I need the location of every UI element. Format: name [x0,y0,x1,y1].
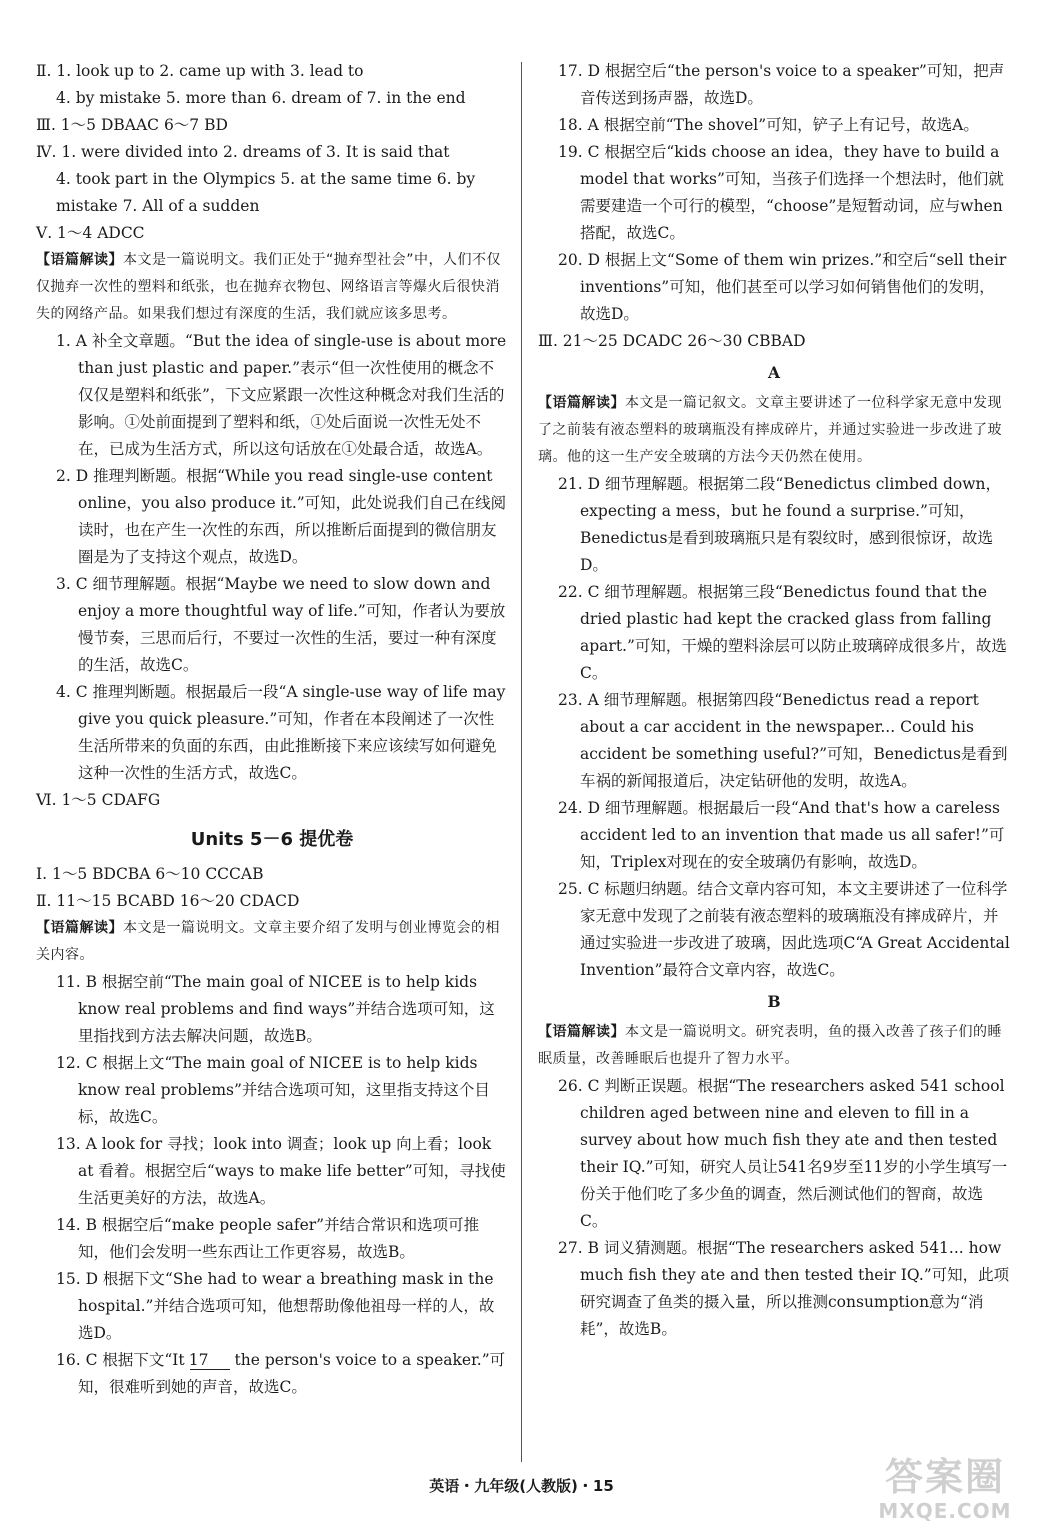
answer-explanation: 13. A look for 寻找；look into 调查；look up 向上看；look at 看着。根据空后“ways to make life better”可知，寻找使生活更美好的方法，故选A。 [56,1135,506,1207]
section-title: Units 5－6 提优卷 [190,829,354,850]
reading-analysis [538,390,1010,471]
section-letter: B [767,992,781,1011]
section-letter: A [767,363,781,382]
fill-blank: 17 [190,1351,230,1370]
answer-line: Ⅳ. 1. were divided into 2. dreams of 3. It is said that [36,143,450,161]
reading-analysis [36,247,508,328]
answer-explanation: 12. C 根据上文“The main goal of NICEE is to help kids know real problems”并结合选项可知，这里指支持这个目标，故选C。 [56,1054,490,1126]
answer-line: 4. took part in the Olympics 5. at the same time 6. by [56,170,476,188]
answer-explanation: 25. C 标题归纳题。结合文章内容可知，本文主要讲述了一位科学家无意中发现了之前装有液态塑料的玻璃瓶没有摔成碎片，并通过实验进一步改进了玻璃，因此选项C“A Great Accidental Invention”最符合文章内容，故选C。 [558,880,1010,979]
answer-line: 4. by mistake 5. more than 6. dream of 7. in the end [56,89,466,107]
reading-analysis [36,915,508,969]
answer-explanation: 27. B 词义猜测题。根据“The researchers asked 541... how much fish they ate and then tested their IQ.”可知，此项研究调查了鱼类的摄入量，所以推测consumption意为“消耗”，故选B。 [558,1239,1010,1338]
reading-analysis-text: 本文是一篇说明文。研究表明，鱼的摄入改善了孩子们的睡眠质量，改善睡眠后也提升了智力水平。 [538,1024,1002,1067]
answer-explanation: 22. C 细节理解题。根据第三段“Benedictus found that the dried plastic had kept the cracked glass from falling apart.”可知，干燥的塑料涂层可以防止玻璃碎成很多片，故选C。 [558,583,1007,682]
watermark-text: 答案圈 [884,1455,1005,1499]
answer-explanation: 26. C 判断正误题。根据“The researchers asked 541 school children aged between nine and eleven to fill in a survey about how much fish they ate and then tested their IQ.”可知，研究人员让541名9岁至11岁的小学生填写一份关于他们吃了多少鱼的调查，然后测试他们的智商，故选C。 [558,1077,1008,1230]
answer-explanation: 11. B 根据空前“The main goal of NICEE is to help kids know real problems and find ways”并结合选项可知，这里指找到方法去解决问题，故选B。 [56,973,495,1045]
answer-explanation: 21. D 细节理解题。根据第二段“Benedictus climbed down，expecting a mess，but he found a surprise.”可知，Benedictus是看到玻璃瓶只是有裂纹时，感到很惊讶，故选D。 [558,475,1001,574]
reading-analysis-tag: 【语篇解读】 [538,1024,625,1040]
answer-line: Ⅵ. 1～5 CDAFG [36,791,161,809]
reading-analysis-tag: 【语篇解读】 [36,920,123,936]
answer-explanation: 3. C 细节理解题。根据“Maybe we need to slow down and enjoy a more thoughtful way of life.”可知，作者认为要放慢节奏，三思而后行，不要过一次性的生活，要过一种有深度的生活，故选C。 [56,575,506,674]
answer-explanation: 14. B 根据空后“make people safer”并结合常识和选项可推知，他们会发明一些东西让工作更容易，故选B。 [56,1216,480,1261]
answer-line: Ⅱ. 11～15 BCABD 16～20 CDACD [36,892,300,910]
column-divider [521,62,522,1462]
answer-explanation-part: the person's voice to a speaker.”可知，很难听到她的声音，故选C。 [78,1351,506,1396]
answer-explanation: 1. A 补全文章题。“But the idea of single-use is about more than just plastic and paper.”表示“但一次性使用的概念不仅仅是塑料和纸张”，下文应紧跟一次性这种概念对我们生活的影响。①处前面提到了塑料和纸，①处后面说一次性无处不在，已成为生活方式，所以这句话放在①处最合适，故选A。 [56,332,507,458]
answer-line: Ⅰ. 1～5 BDCBA 6～10 CCCAB [36,865,264,883]
answer-explanation: 24. D 细节理解题。根据最后一段“And that's how a careless accident led to an invention that made us all safer!”可知，Triplex对现在的安全玻璃仍有影响，故选D。 [558,799,1005,871]
answer-line: mistake 7. All of a sudden [56,197,260,215]
answer-line: Ⅲ. 21～25 DCADC 26～30 CBBAD [538,332,806,350]
left-column [36,58,508,1401]
answer-explanation: 15. D 根据下文“She had to wear a breathing mask in the hospital.”并结合选项可知，他想帮助像他祖母一样的人，故选D。 [56,1270,495,1342]
reading-analysis-tag: 【语篇解读】 [538,395,625,411]
answer-explanation-part: 16. C 根据下文“It [56,1351,190,1369]
answer-explanation: 4. C 推理判断题。根据最后一段“A single-use way of life may give you quick pleasure.”可知，作者在本段阐述了一次性生活所带来的负面的东西，由此推断接下来应该续写如何避免这种一次性的生活方式，故选C。 [56,683,506,782]
reading-analysis-text: 本文是一篇说明文。文章主要介绍了发明与创业博览会的相关内容。 [36,920,500,963]
page-footer: 英语・九年级(人教版)・15 [429,1477,614,1495]
reading-analysis-tag: 【语篇解读】 [36,252,123,268]
answer-line: Ⅱ. 1. look up to 2. came up with 3. lead to [36,62,364,80]
watermark-url: MXQE.COM [878,1499,1012,1523]
reading-analysis-text: 本文是一篇说明文。我们正处于“抛弃型社会”中，人们不仅仅抛弃一次性的塑料和纸张，也在抛弃衣物包、网络语言等爆火后很快消失的网络产品。如果我们想过有深度的生活，我们就应该多思考。 [36,252,502,322]
answer-line: Ⅲ. 1～5 DBAAC 6～7 BD [36,116,228,134]
answer-explanation [36,1347,508,1401]
answer-explanation: 2. D 推理判断题。根据“While you read single-use content online，you also produce it.”可知，此处说我们自己在线阅读时，也在产生一次性的东西，所以推断后面提到的微信朋友圈是为了支持这个观点，故选D。 [56,467,507,566]
answer-explanation: 17. D 根据空后“the person's voice to a speaker”可知，把声音传送到扬声器，故选D。 [558,62,1005,107]
reading-analysis-text: 本文是一篇记叙文。文章主要讲述了一位科学家无意中发现了之前装有液态塑料的玻璃瓶没有摔成碎片，并通过实验进一步改进了玻璃。他的这一生产安全玻璃的方法今天仍然在使用。 [538,395,1002,465]
watermark-logo [860,1455,1030,1530]
reading-analysis [538,1019,1010,1073]
answer-line: Ⅴ. 1～4 ADCC [36,224,145,242]
answer-explanation: 19. C 根据空后“kids choose an idea，they have to build a model that works”可知，当孩子们选择一个想法时，他们就需要建造一个可行的模型，“choose”是短暂动词，应与when搭配，故选C。 [558,143,1004,242]
right-column [538,58,1010,1343]
answer-explanation: 20. D 根据上文“Some of them win prizes.”和空后“sell their inventions”可知，他们甚至可以学习如何销售他们的发明，故选D。 [558,251,1007,323]
answer-explanation: 23. A 细节理解题。根据第四段“Benedictus read a report about a car accident in the newspaper... Could his accident be something useful?”可知，Benedictus是看到车祸的新闻报道后，决定钻研他的发明，故选A。 [558,691,1008,790]
answer-explanation: 18. A 根据空前“The shovel”可知，铲子上有记号，故选A。 [558,116,979,134]
